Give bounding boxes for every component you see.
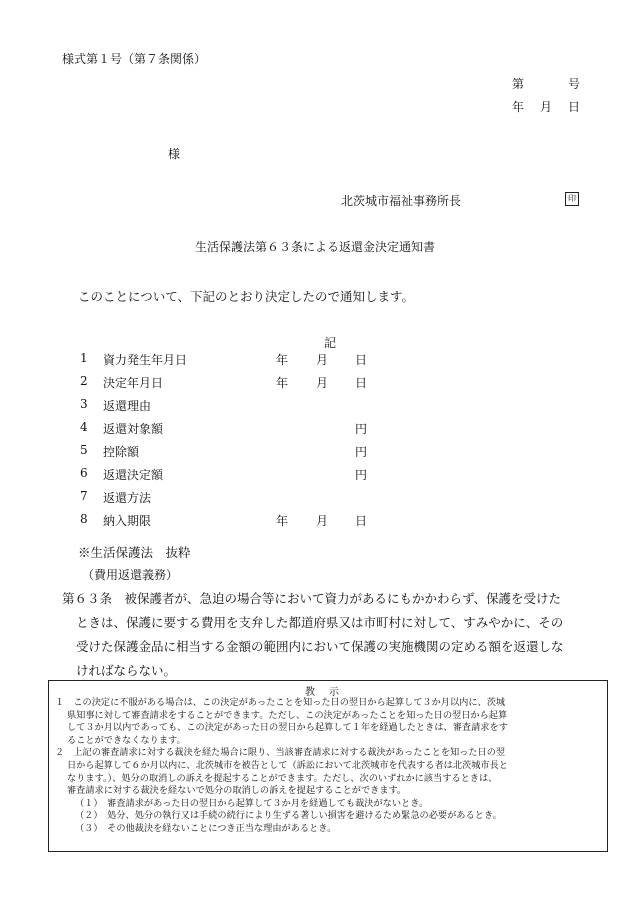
item-year: 年 (276, 376, 289, 390)
excerpt-subheading: （費用返還義務） (82, 568, 179, 582)
item-yen: 円 (355, 445, 368, 459)
article-line: ときは、保護に要する費用を支弁した都道府県又は市町村に対して、すみやかに、その (76, 615, 564, 630)
instruction-title: 教示 (305, 687, 353, 698)
seal-mark: 印 (565, 192, 579, 206)
instruction-line: 日から起算して６か月以内に、北茨城市を被告として（訴訟において北茨城市を代表する者は北茨城市長と (67, 759, 508, 771)
sender-name: 北茨城市福祉事務所長 (341, 194, 462, 208)
instruction-line: ることができなくなります。 (67, 734, 186, 746)
instruction-line: （１） 審査請求があった日の翌日から起算して３か月を経過しても裁決がないとき。 (75, 797, 429, 809)
item-number: 4 (80, 420, 88, 434)
item-label: 返還決定額 (103, 468, 164, 482)
item-day: 日 (355, 514, 368, 528)
instruction-line: １ この決定に不服がある場合は、この決定があったことを知った日の翌日から起算して３か月以内に、茨城 (55, 697, 506, 708)
doc-no-prefix: 第 (512, 77, 525, 91)
list-item (0, 374, 630, 397)
list-item (0, 351, 630, 374)
item-number: 8 (80, 512, 88, 526)
instruction-line: 審査請求に対する裁決を経ないで処分の取消しの訴えを提起することができます。 (67, 785, 407, 797)
item-day: 日 (355, 376, 368, 390)
item-label: 決定年月日 (103, 376, 164, 390)
ki-heading: 記 (323, 336, 336, 350)
list-item (0, 420, 630, 443)
list-item (0, 466, 630, 489)
instruction-line: （３） その他裁決を経ないことにつき正当な理由があるとき。 (75, 822, 337, 834)
item-label: 返還理由 (103, 399, 152, 413)
instruction-box (48, 680, 608, 852)
article-line: 受けた保護金品に相当する金額の範囲内において保護の実施機関の定める額を返還しな (76, 639, 564, 654)
article-line: ければならない。 (76, 663, 177, 678)
item-number: 5 (80, 443, 88, 457)
form-title: 様式第１号（第７条関係） (62, 52, 207, 66)
instruction-line: して３か月以内であっても、この決定があった日の翌日から起算して１年を経過したときは、審査請求をす (67, 722, 508, 734)
article-line: 第６３条 被保護者が、急迫の場合等において資力があるにもかかわらず、保護を受けた (62, 591, 562, 606)
instruction-line: ２ 上記の審査請求に対する裁決を経た場合に限り、当該審査請求に対する裁決があったことを知った日の翌 (55, 747, 506, 759)
date-month: 月 (540, 100, 553, 114)
intro-text: このことについて、下記のとおり決定したので通知します。 (78, 289, 415, 304)
instruction-line: 県知事に対して審査請求をすることができます。ただし、この決定があったことを知った日の翌日から起算 (67, 709, 508, 721)
instruction-line: （２） 処分、処分の執行又は手続の続行により生ずる著しい損害を避けるため緊急の必要があるとき。 (75, 810, 502, 822)
document-title: 生活保護法第６３条による返還金決定通知書 (194, 240, 435, 254)
list-item (0, 443, 630, 466)
item-month: 月 (316, 353, 329, 367)
item-year: 年 (276, 353, 289, 367)
item-label: 返還対象額 (103, 422, 164, 436)
article-63-text (62, 587, 602, 683)
addressee: 様 (168, 147, 181, 161)
list-item (0, 512, 630, 535)
date-year: 年 (512, 100, 525, 114)
instruction-body (55, 697, 605, 836)
list-item (0, 489, 630, 512)
item-label: 納入期限 (103, 514, 152, 528)
item-day: 日 (355, 353, 368, 367)
item-label: 控除額 (103, 445, 140, 459)
instruction-line: なります。）、処分の取消しの訴えを提起することができます。ただし、次のいずれかに該当するときは、 (67, 772, 498, 784)
item-month: 月 (316, 514, 329, 528)
excerpt-heading: ※生活保護法 抜粋 (78, 545, 191, 560)
list-item (0, 397, 630, 420)
item-yen: 円 (355, 422, 368, 436)
item-year: 年 (276, 514, 289, 528)
item-number: 7 (80, 489, 88, 503)
item-number: 1 (80, 351, 88, 365)
item-number: 2 (80, 374, 88, 388)
item-yen: 円 (355, 468, 368, 482)
item-label: 返還方法 (103, 491, 152, 505)
item-number: 6 (80, 466, 88, 480)
doc-no-suffix: 号 (567, 77, 580, 91)
item-month: 月 (316, 376, 329, 390)
item-label: 資力発生年月日 (103, 353, 188, 367)
date-day: 日 (568, 100, 581, 114)
item-number: 3 (80, 397, 88, 411)
